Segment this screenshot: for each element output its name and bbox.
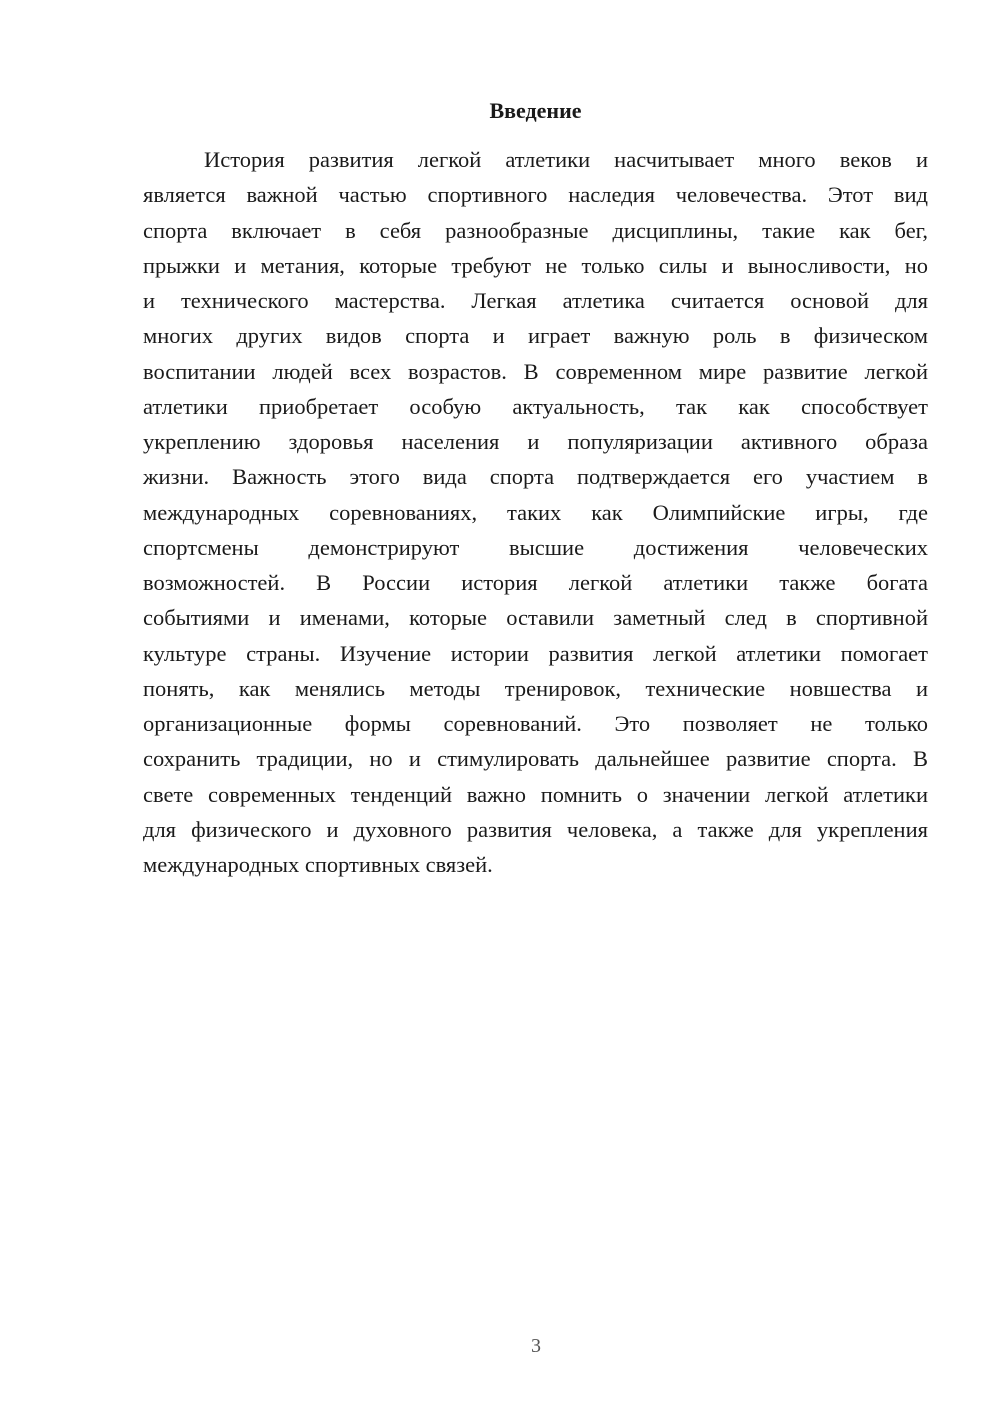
paragraph-line: атлетики приобретает особую актуальность, так как способствует [143,393,928,419]
paragraph-line: спорта включает в себя разнообразные дисциплины, такие как бег, [143,217,928,243]
paragraph-line: культуре страны. Изучение истории развития легкой атлетики помогает [143,640,928,666]
paragraph-line: понять, как менялись методы тренировок, технические новшества и [143,675,928,701]
paragraph-line: многих других видов спорта и играет важную роль в физическом [143,323,928,349]
paragraph-line: прыжки и метания, которые требуют не только силы и выносливости, но [143,252,928,278]
paragraph-line: свете современных тенденций важно помнить о значении легкой атлетики [143,781,928,807]
paragraph-line: событиями и именами, которые оставили заметный след в спортивной [143,605,928,631]
paragraph-line: для физического и духовного развития человека, а также для укрепления [143,816,928,842]
paragraph-line: и технического мастерства. Легкая атлетика считается основой для [143,288,928,313]
paragraph-line: сохранить традиции, но и стимулировать дальнейшее развитие спорта. В [143,746,928,772]
paragraph-line: международных спортивных связей. [143,852,493,877]
intro-paragraph [143,142,928,882]
paragraph-line: международных соревнованиях, таких как Олимпийские игры, где [143,499,928,525]
paragraph-line: История развития легкой атлетики насчитывает много веков и [204,147,928,172]
paragraph-line: организационные формы соревнований. Это позволяет не только [143,711,928,736]
section-heading: Введение [489,98,582,123]
paragraph-line: укреплению здоровья населения и популяризации активного образа [143,429,928,454]
paragraph-line: является важной частью спортивного наследия человечества. Этот вид [143,182,928,208]
paragraph-line: воспитании людей всех возрастов. В современном мире развитие легкой [143,358,928,384]
paragraph-line: спортсмены демонстрируют высшие достижения человеческих [143,534,928,560]
paragraph-line: жизни. Важность этого вида спорта подтверждается его участием в [143,464,928,490]
page-number: 3 [531,1335,541,1357]
paragraph-line: возможностей. В России история легкой атлетики также богата [143,570,928,595]
